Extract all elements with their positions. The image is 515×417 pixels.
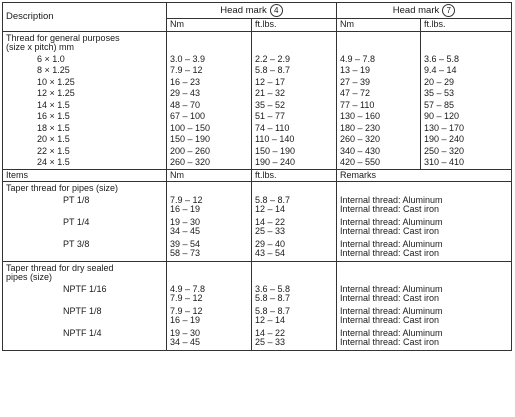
dry-ftlbs-line1: 14 – 22	[255, 327, 286, 338]
ftlbs-head-mark-4: 74 – 110	[252, 123, 337, 135]
remarks-header: Remarks	[337, 169, 512, 182]
taper-ftlbs-line2: 43 – 54	[255, 248, 286, 258]
dry-remarks-line1: Internal thread: Aluminum	[340, 305, 443, 316]
ftlbs-head-mark-4: 51 – 77	[252, 111, 337, 123]
dry-remarks	[337, 328, 512, 351]
nm-head-mark-4: 67 – 100	[167, 111, 252, 123]
dry-ftlbs-line2: 25 – 33	[255, 337, 286, 347]
taper-remarks	[337, 239, 512, 262]
dry-size: NPTF 1/8	[3, 306, 167, 328]
taper-remarks-line1: Internal thread: Aluminum	[340, 216, 443, 227]
head-mark-7-label: Head mark	[392, 5, 440, 17]
dry-row	[3, 328, 512, 351]
taper-size: PT 1/4	[3, 217, 167, 239]
general-row	[3, 111, 512, 123]
items-header: Items	[3, 169, 167, 182]
dry-remarks-line2: Internal thread: Cast iron	[340, 337, 440, 347]
general-title-row	[3, 31, 512, 54]
torque-spec-table	[2, 2, 512, 351]
general-row	[3, 134, 512, 146]
general-row	[3, 123, 512, 135]
taper-size: PT 3/8	[3, 239, 167, 262]
taper-remarks-line2: Internal thread: Cast iron	[340, 226, 440, 236]
taper-ftlbs-line1: 14 – 22	[255, 216, 286, 227]
dry-title	[3, 261, 167, 284]
general-title-line1: Thread for general purposes	[6, 32, 120, 43]
nm-head-mark-7: 13 – 19	[337, 65, 421, 77]
taper-nm-line2: 34 – 45	[170, 226, 201, 236]
thread-size: 14 × 1.5	[3, 100, 167, 112]
ftlbs-head-mark-7: 90 – 120	[421, 111, 512, 123]
nm-head-mark-4: 48 – 70	[167, 100, 252, 112]
ftlbs-head-mark-7: 190 – 240	[421, 134, 512, 146]
dry-ftlbs	[252, 306, 337, 328]
header-row-1	[3, 3, 512, 19]
thread-size: 12 × 1.25	[3, 88, 167, 100]
ftlbs-head-mark-4: 150 – 190	[252, 146, 337, 158]
taper-remarks-line1: Internal thread: Aluminum	[340, 238, 443, 249]
head-mark-4-circle: 4	[270, 4, 283, 17]
dry-remarks	[337, 284, 512, 306]
nm-head-mark-7: 260 – 320	[337, 134, 421, 146]
general-row	[3, 100, 512, 112]
nm-head-mark-7: 130 – 160	[337, 111, 421, 123]
general-row	[3, 54, 512, 66]
items-ftlbs-header: ft.lbs.	[252, 169, 337, 182]
dry-sealed-section	[3, 261, 512, 350]
general-title-line2: (size x pitch) mm	[6, 42, 75, 52]
dry-ftlbs-line1: 5.8 – 8.7	[255, 305, 291, 316]
taper-title: Taper thread for pipes (size)	[3, 182, 167, 195]
dry-nm	[167, 328, 252, 351]
nm-head-mark-4: 7.9 – 12	[167, 65, 252, 77]
general-row	[3, 146, 512, 158]
thread-size: 6 × 1.0	[3, 54, 167, 66]
taper-size: PT 1/8	[3, 195, 167, 217]
ftlbs-header-4: ft.lbs.	[252, 19, 337, 32]
taper-thread-section	[3, 182, 512, 262]
general-thread-section	[3, 31, 512, 169]
dry-remarks-line1: Internal thread: Aluminum	[340, 327, 443, 338]
nm-head-mark-4: 3.0 – 3.9	[167, 54, 252, 66]
dry-remarks-line1: Internal thread: Aluminum	[340, 283, 443, 294]
dry-nm-line2: 7.9 – 12	[170, 293, 203, 303]
taper-remarks-line2: Internal thread: Cast iron	[340, 248, 440, 258]
items-nm-header: Nm	[167, 169, 252, 182]
dry-title-line1: Taper thread for dry sealed	[6, 262, 114, 273]
thread-size: 8 × 1.25	[3, 65, 167, 77]
general-row	[3, 77, 512, 89]
ftlbs-head-mark-4: 21 – 32	[252, 88, 337, 100]
taper-ftlbs-line2: 12 – 14	[255, 204, 286, 214]
dry-nm-line1: 4.9 – 7.8	[170, 283, 206, 294]
taper-nm-line1: 19 – 30	[170, 216, 201, 227]
thread-size: 10 × 1.25	[3, 77, 167, 89]
thread-size: 18 × 1.5	[3, 123, 167, 135]
taper-ftlbs-line2: 25 – 33	[255, 226, 286, 236]
dry-row	[3, 284, 512, 306]
taper-remarks-line1: Internal thread: Aluminum	[340, 194, 443, 205]
ftlbs-head-mark-4: 2.2 – 2.9	[252, 54, 337, 66]
taper-nm-line2: 16 – 19	[170, 204, 201, 214]
thread-size: 20 × 1.5	[3, 134, 167, 146]
taper-nm	[167, 239, 252, 262]
ftlbs-head-mark-7: 57 – 85	[421, 100, 512, 112]
dry-ftlbs-line1: 3.6 – 5.8	[255, 283, 291, 294]
taper-row	[3, 239, 512, 262]
items-header-row	[3, 169, 512, 182]
taper-remarks-line2: Internal thread: Cast iron	[340, 204, 440, 214]
nm-head-mark-4: 150 – 190	[167, 134, 252, 146]
general-row	[3, 157, 512, 169]
taper-nm-line1: 7.9 – 12	[170, 194, 203, 205]
nm-header-4: Nm	[167, 19, 252, 32]
ftlbs-head-mark-4: 110 – 140	[252, 134, 337, 146]
head-mark-4-label: Head mark	[220, 5, 267, 17]
ftlbs-head-mark-4: 35 – 52	[252, 100, 337, 112]
nm-head-mark-7: 180 – 230	[337, 123, 421, 135]
dry-remarks-line2: Internal thread: Cast iron	[340, 293, 440, 303]
dry-title-line2: pipes (size)	[6, 272, 53, 282]
nm-head-mark-4: 29 – 43	[167, 88, 252, 100]
taper-remarks	[337, 217, 512, 239]
thread-size: 22 × 1.5	[3, 146, 167, 158]
ftlbs-head-mark-7: 310 – 410	[421, 157, 512, 169]
dry-row	[3, 306, 512, 328]
nm-head-mark-4: 100 – 150	[167, 123, 252, 135]
nm-head-mark-4: 200 – 260	[167, 146, 252, 158]
nm-head-mark-7: 77 – 110	[337, 100, 421, 112]
taper-remarks	[337, 195, 512, 217]
thread-size: 24 × 1.5	[3, 157, 167, 169]
dry-ftlbs	[252, 328, 337, 351]
ftlbs-head-mark-7: 250 – 320	[421, 146, 512, 158]
dry-nm	[167, 306, 252, 328]
dry-nm	[167, 284, 252, 306]
taper-nm	[167, 217, 252, 239]
ftlbs-head-mark-7: 20 – 29	[421, 77, 512, 89]
dry-nm-line2: 16 – 19	[170, 315, 201, 325]
head-mark-7-circle: 7	[442, 4, 455, 17]
nm-head-mark-4: 16 – 23	[167, 77, 252, 89]
ftlbs-head-mark-7: 130 – 170	[421, 123, 512, 135]
taper-row	[3, 195, 512, 217]
nm-head-mark-7: 420 – 550	[337, 157, 421, 169]
dry-nm-line2: 34 – 45	[170, 337, 201, 347]
nm-header-7: Nm	[337, 19, 421, 32]
description-header: Description	[3, 3, 167, 32]
dry-ftlbs-line2: 12 – 14	[255, 315, 286, 325]
head-mark-7-header	[337, 3, 512, 19]
head-mark-4-header	[167, 3, 337, 19]
dry-title-row	[3, 261, 512, 284]
taper-nm	[167, 195, 252, 217]
ftlbs-head-mark-7: 9.4 – 14	[421, 65, 512, 77]
taper-ftlbs	[252, 195, 337, 217]
dry-ftlbs-line2: 5.8 – 8.7	[255, 293, 291, 303]
taper-row	[3, 217, 512, 239]
ftlbs-head-mark-7: 3.6 – 5.8	[421, 54, 512, 66]
ftlbs-header-7: ft.lbs.	[421, 19, 512, 32]
nm-head-mark-7: 340 – 430	[337, 146, 421, 158]
nm-head-mark-7: 27 – 39	[337, 77, 421, 89]
taper-ftlbs-line1: 29 – 40	[255, 238, 286, 249]
ftlbs-head-mark-7: 35 – 53	[421, 88, 512, 100]
general-title	[3, 31, 167, 54]
taper-nm-line1: 39 – 54	[170, 238, 201, 249]
dry-remarks	[337, 306, 512, 328]
taper-title-row	[3, 182, 512, 195]
nm-head-mark-7: 47 – 72	[337, 88, 421, 100]
ftlbs-head-mark-4: 5.8 – 8.7	[252, 65, 337, 77]
taper-ftlbs	[252, 217, 337, 239]
dry-remarks-line2: Internal thread: Cast iron	[340, 315, 440, 325]
dry-ftlbs	[252, 284, 337, 306]
dry-nm-line1: 7.9 – 12	[170, 305, 203, 316]
dry-size: NPTF 1/4	[3, 328, 167, 351]
taper-ftlbs	[252, 239, 337, 262]
general-row	[3, 88, 512, 100]
taper-ftlbs-line1: 5.8 – 8.7	[255, 194, 291, 205]
thread-size: 16 × 1.5	[3, 111, 167, 123]
ftlbs-head-mark-4: 190 – 240	[252, 157, 337, 169]
general-row	[3, 65, 512, 77]
taper-nm-line2: 58 – 73	[170, 248, 201, 258]
nm-head-mark-7: 4.9 – 7.8	[337, 54, 421, 66]
nm-head-mark-4: 260 – 320	[167, 157, 252, 169]
dry-nm-line1: 19 – 30	[170, 327, 201, 338]
dry-size: NPTF 1/16	[3, 284, 167, 306]
ftlbs-head-mark-4: 12 – 17	[252, 77, 337, 89]
